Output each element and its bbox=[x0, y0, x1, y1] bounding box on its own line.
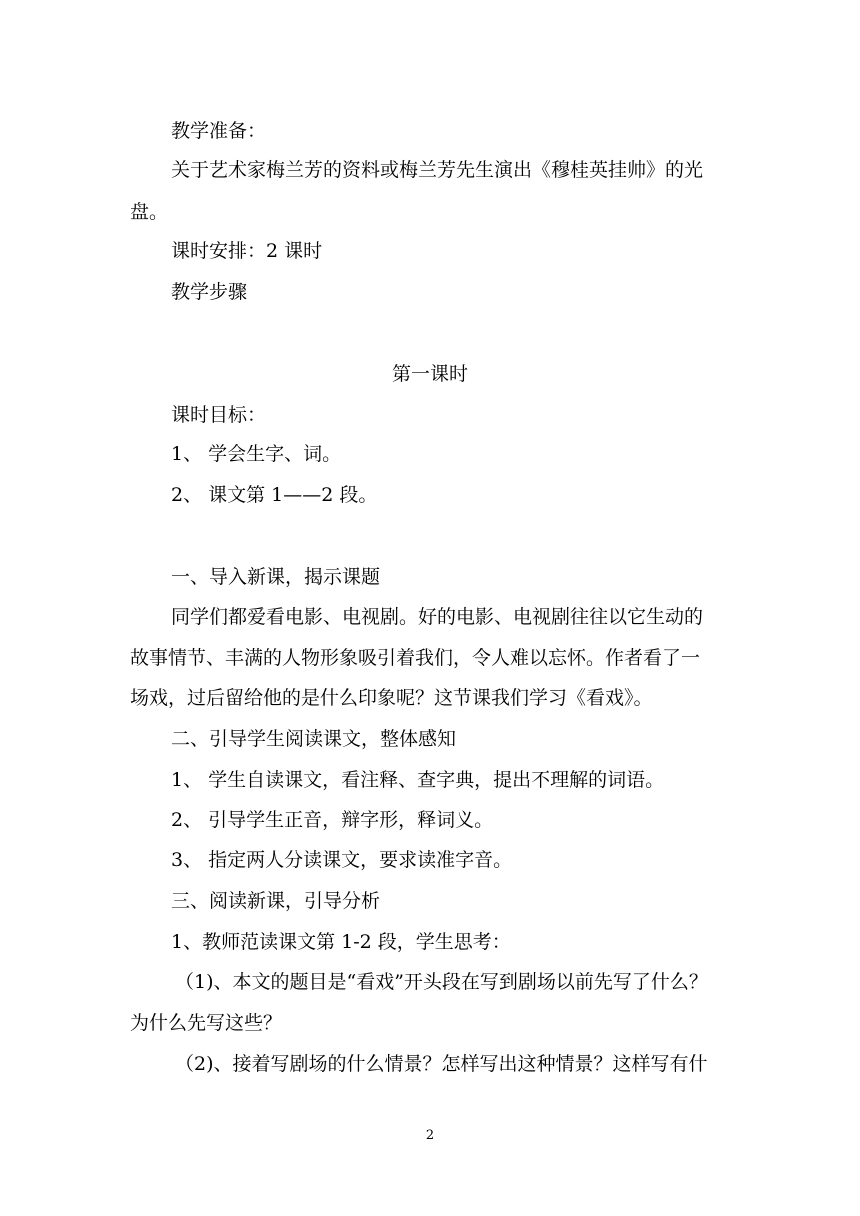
section-1-line-3: 场戏，过后留给他的是什么印象呢？这节课我们学习《看戏》。 bbox=[130, 687, 653, 709]
prep-line-1: 关于艺术家梅兰芳的资料或梅兰芳先生演出《穆桂英挂帅》的光 bbox=[171, 159, 704, 181]
goal-item-2: 2、 课文第 1——2 段。 bbox=[171, 484, 378, 506]
section-1-title: 一、导入新课，揭示课题 bbox=[171, 566, 381, 588]
section-2-item-3: 3、 指定两人分读课文，要求读准字音。 bbox=[171, 849, 513, 871]
prep-line-2: 盘。 bbox=[130, 201, 169, 223]
goals-title: 课时目标： bbox=[171, 404, 267, 426]
section-1-line-2: 故事情节、丰满的人物形象吸引着我们，令人难以忘怀。作者看了一 bbox=[130, 647, 701, 669]
steps-heading: 教学步骤 bbox=[171, 281, 248, 303]
question-1-line-2: 为什么先写这些？ bbox=[130, 1012, 283, 1034]
schedule-line: 课时安排：2 课时 bbox=[171, 240, 323, 262]
section-2-title: 二、引导学生阅读课文，整体感知 bbox=[171, 728, 457, 750]
page-number: 2 bbox=[425, 1128, 435, 1143]
section-1-line-1: 同学们都爱看电影、电视剧。好的电影、电视剧往往以它生动的 bbox=[171, 606, 704, 628]
section-3-item-1: 1、教师范读课文第 1-2 段，学生思考： bbox=[171, 931, 511, 953]
section-3-title: 三、阅读新课，引导分析 bbox=[171, 890, 381, 912]
section-2-item-2: 2、 引导学生正音，辩字形，释词义。 bbox=[171, 809, 494, 831]
section-2-item-1: 1、 学生自读课文，看注释、查字典，提出不理解的词语。 bbox=[171, 769, 665, 791]
lesson-heading: 第一课时 bbox=[391, 363, 468, 385]
goal-item-1: 1、 学会生字、词。 bbox=[171, 443, 342, 465]
prep-title: 教学准备： bbox=[171, 120, 267, 142]
question-1-line-1: （1)、本文的题目是“看戏”开头段在写到剧场以前先写了什么？ bbox=[175, 971, 708, 993]
question-2-line-1: （2)、接着写剧场的什么情景？怎样写出这种情景？这样写有什 bbox=[175, 1053, 708, 1075]
